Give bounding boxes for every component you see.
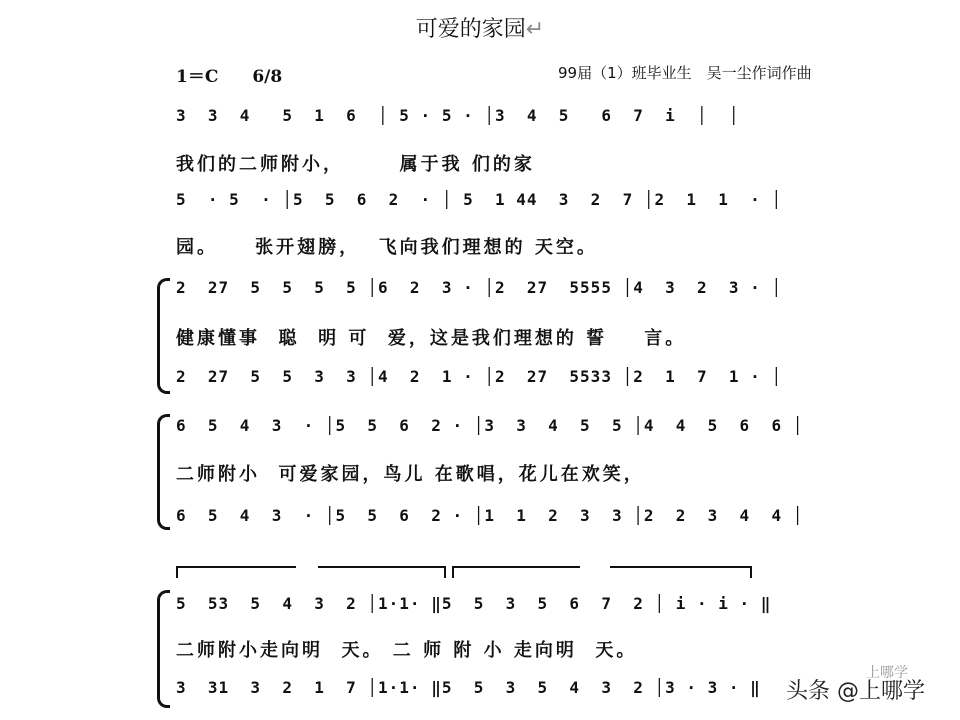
watermark-logo: 上哪学 <box>866 665 908 681</box>
volta-bracket <box>318 566 446 578</box>
notation-line-8: 3 31 3 2 1 7 │1·1· ‖5 5 3 5 4 3 2 │3 · 3 · ‖ <box>176 678 761 697</box>
notation-line-7: 5 53 5 4 3 2 │1·1· ‖5 5 3 5 6 7 2 │ i · i · ‖ <box>176 594 772 613</box>
lyrics-line-5: 二师附小 可爱家园，鸟儿 在歌唱，花儿在欢笑， <box>176 464 645 485</box>
notation-line-2: 5 · 5 · │5 5 6 2 · │ 5 1 44 3 2 7 │2 1 1 · │ <box>176 190 783 209</box>
system-bracket <box>157 590 170 708</box>
lyrics-line-1: 我们的二师附小， 属于我 们的家 <box>176 154 535 175</box>
key-signature: 1＝C 6/8 <box>176 67 283 87</box>
volta-bracket <box>452 566 580 578</box>
notation-line-1: 3 3 4 5 1 6 │ 5 · 5 · │3 4 5 6 7 i │ │ <box>176 106 740 125</box>
watermark: 头条 @上哪学 <box>786 679 925 704</box>
lyrics-line-2: 园。 张开翅膀， 飞向我们理想的 天空。 <box>176 237 598 258</box>
system-bracket <box>157 414 170 530</box>
notation-line-3: 2 27 5 5 5 5 │6 2 3 · │2 27 5555 │4 3 2 3 · │ <box>176 278 783 297</box>
notation-line-6: 6 5 4 3 · │5 5 6 2 · │1 1 2 3 3 │2 2 3 4 4 │ <box>176 506 804 525</box>
system-bracket <box>157 278 170 394</box>
song-title: 可爱的家园↵ <box>415 17 545 42</box>
lyrics-line-7: 二师附小走向明 天。 二 师 附 小 走向明 天。 <box>176 640 638 661</box>
author-credit: 99届（1）班毕业生 吴一尘作词作曲 <box>558 64 812 82</box>
notation-line-5: 6 5 4 3 · │5 5 6 2 · │3 3 4 5 5 │4 4 5 6 6 │ <box>176 416 804 435</box>
volta-bracket <box>610 566 752 578</box>
lyrics-line-3: 健康懂事 聪 明 可 爱，这是我们理想的 誓 言。 <box>176 328 687 349</box>
notation-line-4: 2 27 5 5 3 3 │4 2 1 · │2 27 5533 │2 1 7 1 · │ <box>176 367 783 386</box>
volta-bracket <box>176 566 296 578</box>
